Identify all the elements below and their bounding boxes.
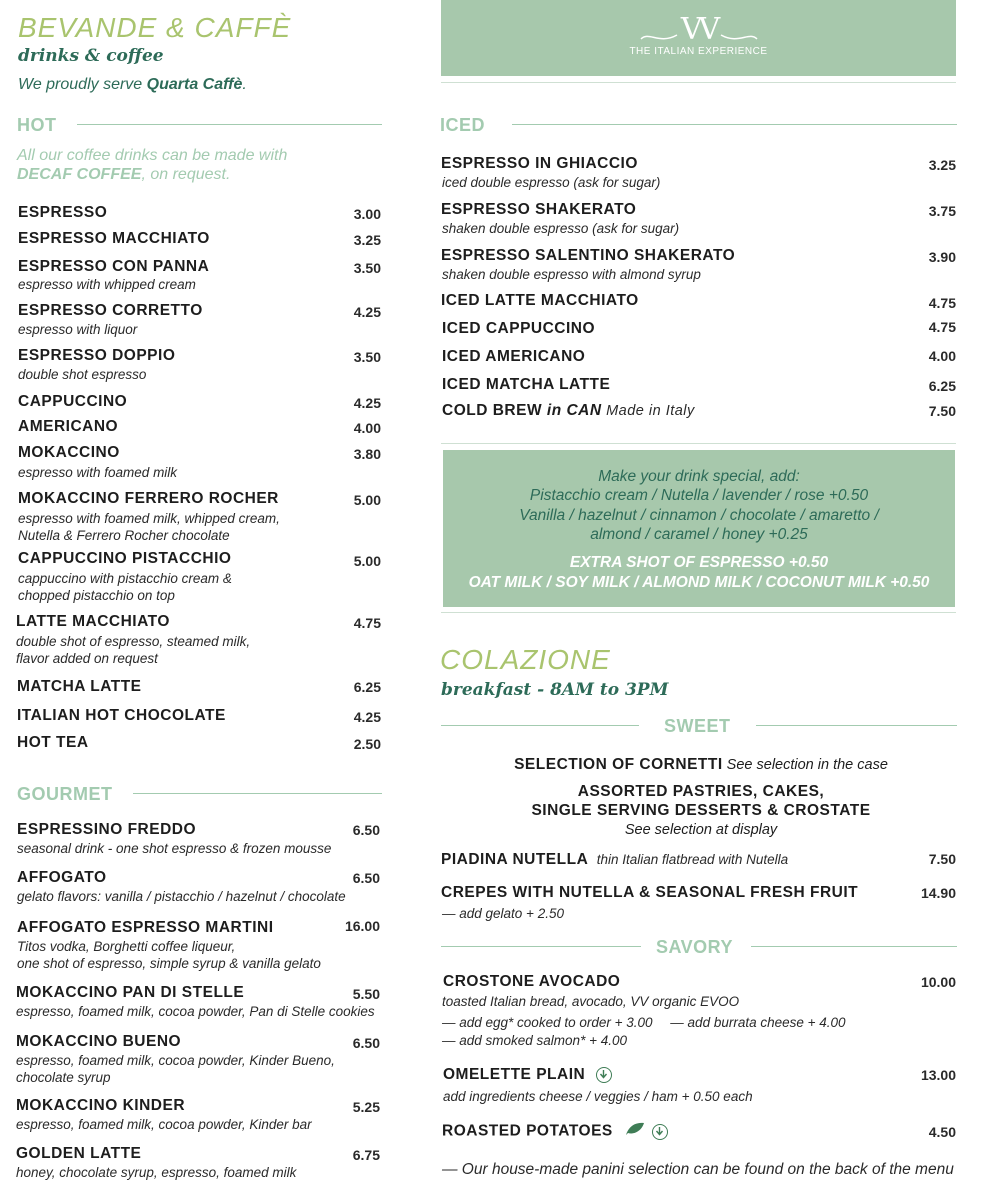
savory-heading: SAVORY xyxy=(656,937,734,957)
savory-rule-right xyxy=(751,946,957,947)
menu-item-name: ICED AMERICANO xyxy=(442,348,586,365)
decaf-note-line1: All our coffee drinks can be made with xyxy=(17,147,288,164)
pastries-line1: ASSORTED PASTRIES, CAKES, xyxy=(577,783,825,800)
logo-tagline: THE ITALIAN EXPERIENCE xyxy=(629,46,768,57)
sweet-rule-right xyxy=(756,725,957,726)
menu-item-name: ESPRESSO CON PANNA xyxy=(18,258,210,275)
pastries-line2: SINGLE SERVING DESSERTS & CROSTATE xyxy=(531,802,871,819)
addons-bottom-rule xyxy=(441,612,956,613)
addons-line: almond / caramel / honey +0.25 xyxy=(590,526,808,543)
menu-item-name: ESPRESSO CORRETTO xyxy=(18,302,203,319)
menu-item-price: 4.75 xyxy=(928,319,956,335)
piadina-name: PIADINA NUTELLA xyxy=(441,851,589,868)
menu-item-name: CAPPUCCINO PISTACCHIO xyxy=(18,550,232,567)
vegan-leaf-icon xyxy=(625,1122,645,1141)
menu-item-desc: espresso with whipped cream xyxy=(18,277,196,292)
crostone-addon: — add egg* cooked to order + 3.00 xyxy=(442,1015,653,1030)
menu-item-name: MATCHA LATTE xyxy=(17,678,142,695)
menu-item-desc-line: chopped pistacchio on top xyxy=(18,588,175,603)
crepes-price: 14.90 xyxy=(920,885,956,901)
menu-item-name: ESPRESSINO FREDDO xyxy=(17,821,197,838)
menu-item-price: 5.50 xyxy=(352,986,380,1002)
menu-item-name: ICED LATTE MACCHIATO xyxy=(441,292,639,309)
crostone-name: CROSTONE AVOCADO xyxy=(443,973,621,990)
menu-item-price: 4.75 xyxy=(928,295,956,311)
menu-item-desc-line: double shot of espresso, steamed milk, xyxy=(16,634,251,649)
menu-item-desc xyxy=(16,633,250,667)
decaf-note-end: , on request. xyxy=(141,166,231,183)
menu-item-desc: shaken double espresso (ask for sugar) xyxy=(442,221,680,236)
menu-item-name: AMERICANO xyxy=(18,418,119,435)
crostone-price: 10.00 xyxy=(920,974,956,990)
menu-item-price: 5.25 xyxy=(352,1099,380,1115)
menu-item-price: 6.25 xyxy=(928,378,956,394)
menu-item-desc-line: cappuccino with pistacchio cream & xyxy=(18,571,232,586)
menu-item-desc-line: espresso with foamed milk, whipped cream, xyxy=(18,511,280,526)
savory-rule-left xyxy=(441,946,641,947)
menu-item-price: 3.25 xyxy=(353,232,381,248)
menu-item-name: HOT TEA xyxy=(17,734,89,751)
omelette-line xyxy=(443,1066,612,1084)
piadina-line xyxy=(441,851,788,869)
footer-note: — Our house-made panini selection can be found on the back of the menu xyxy=(442,1161,954,1178)
gourmet-heading: GOURMET xyxy=(17,784,113,804)
menu-item-price: 5.00 xyxy=(353,492,381,508)
menu-item-desc: shaken double espresso with almond syrup xyxy=(442,267,701,282)
menu-item-desc xyxy=(17,938,321,972)
menu-item-price: 6.50 xyxy=(352,822,380,838)
menu-item-price: 3.50 xyxy=(353,349,381,365)
menu-item-name: ICED MATCHA LATTE xyxy=(442,376,611,393)
menu-item-price: 4.00 xyxy=(928,348,956,364)
addons-line: Pistacchio cream / Nutella / lavender / rose +0.50 xyxy=(529,487,869,504)
page-subtitle: drinks & coffee xyxy=(18,46,164,66)
menu-item-name: MOKACCINO BUENO xyxy=(16,1033,182,1050)
gourmet-heading-rule xyxy=(133,793,382,794)
crostone-desc: toasted Italian bread, avocado, VV organic EVOO xyxy=(442,994,740,1009)
menu-item-name: CAPPUCCINO xyxy=(18,393,128,410)
iced-heading: ICED xyxy=(440,115,486,135)
intro-prefix: We proudly serve xyxy=(18,76,147,93)
menu-item-price: 6.75 xyxy=(352,1147,380,1163)
addons-box xyxy=(443,450,955,607)
cornetti-line xyxy=(441,756,961,774)
potatoes-price: 4.50 xyxy=(928,1124,956,1140)
cornetti-name: SELECTION OF CORNETTI xyxy=(514,756,723,773)
cornetti-desc: See selection in the case xyxy=(722,757,888,773)
menu-item-price: 3.80 xyxy=(353,446,381,462)
menu-item-desc: espresso with liquor xyxy=(18,322,138,337)
menu-item-price: 4.25 xyxy=(353,395,381,411)
menu-item-desc-line: Titos vodka, Borghetti coffee liqueur, xyxy=(17,939,236,954)
menu-item-desc: iced double espresso (ask for sugar) xyxy=(442,175,661,190)
menu-item-name: ESPRESSO IN GHIACCIO xyxy=(441,155,638,172)
menu-item-price: 6.25 xyxy=(353,679,381,695)
menu-item-price: 4.00 xyxy=(353,420,381,436)
logo-underline xyxy=(441,82,956,83)
menu-item-price: 3.00 xyxy=(353,206,381,222)
menu-item-price: 3.90 xyxy=(928,249,956,265)
menu-item-price: 3.25 xyxy=(928,157,956,173)
menu-item-name: MOKACCINO xyxy=(18,444,120,461)
crostone-addon: — add smoked salmon* + 4.00 xyxy=(442,1033,627,1048)
decaf-note-bold: DECAF COFFEE xyxy=(17,166,142,183)
menu-item-name: AFFOGATO ESPRESSO MARTINI xyxy=(17,919,274,936)
menu-item-price: 4.75 xyxy=(353,615,381,631)
menu-item-name: MOKACCINO KINDER xyxy=(16,1097,186,1114)
piadina-desc: thin Italian flatbread with Nutella xyxy=(596,852,789,867)
logo-banner xyxy=(441,0,956,76)
menu-item-price: 4.25 xyxy=(353,709,381,725)
menu-item-desc-line: Nutella & Ferrero Rocher chocolate xyxy=(18,528,230,543)
menu-item-desc-line: chocolate syrup xyxy=(16,1070,111,1085)
menu-item-name: MOKACCINO PAN DI STELLE xyxy=(16,984,245,1001)
menu-item-price: 3.50 xyxy=(353,260,381,276)
menu-item-price: 6.50 xyxy=(352,1035,380,1051)
omelette-name: OMELETTE PLAIN xyxy=(443,1066,586,1083)
menu-item-name: ICED CAPPUCCINO xyxy=(442,320,596,337)
menu-item-desc xyxy=(18,570,232,604)
potatoes-name: ROASTED POTATOES xyxy=(442,1122,613,1140)
menu-item-name-main: COLD BREW xyxy=(442,402,543,419)
crepes-desc: — add gelato + 2.50 xyxy=(442,906,564,921)
menu-item-name-extra: in CAN xyxy=(542,402,602,419)
menu-item-name: ESPRESSO xyxy=(18,204,108,221)
iced-bottom-rule xyxy=(441,443,956,444)
menu-item-name: ESPRESSO DOPPIO xyxy=(18,347,176,364)
logo-monogram: VV xyxy=(680,12,717,47)
menu-item-desc: espresso with foamed milk xyxy=(18,465,178,480)
vegetarian-icon xyxy=(596,1067,612,1083)
menu-item-desc-line: espresso, foamed milk, cocoa powder, Kinder Bueno, xyxy=(16,1053,335,1068)
omelette-price: 13.00 xyxy=(920,1067,956,1083)
hot-heading: HOT xyxy=(17,115,57,135)
page-title: BEVANDE & CAFFÈ xyxy=(18,12,292,43)
menu-item-desc: double shot espresso xyxy=(18,367,147,382)
menu-item-desc: espresso, foamed milk, cocoa powder, Pan di Stelle cookies xyxy=(16,1004,375,1019)
addons-extra-shot: EXTRA SHOT OF ESPRESSO +0.50 xyxy=(569,554,829,571)
menu-item-name: ESPRESSO SHAKERATO xyxy=(441,201,637,218)
intro-brand: Quarta Caffè xyxy=(146,76,243,93)
omelette-desc: add ingredients cheese / veggies / ham + 0.50 each xyxy=(443,1089,753,1104)
menu-item-name: GOLDEN LATTE xyxy=(16,1145,142,1162)
piadina-price: 7.50 xyxy=(928,851,956,867)
menu-item-price: 3.75 xyxy=(928,203,956,219)
colazione-title: COLAZIONE xyxy=(440,644,611,675)
vegetarian-icon xyxy=(652,1124,668,1140)
menu-item-desc-inline: Made in Italy xyxy=(601,403,695,419)
menu-item-price: 7.50 xyxy=(928,403,956,419)
addons-milk: OAT MILK / SOY MILK / ALMOND MILK / COCONUT MILK +0.50 xyxy=(468,574,930,591)
menu-item-desc-line: one shot of espresso, simple syrup & vanilla gelato xyxy=(17,956,321,971)
menu-item-price: 2.50 xyxy=(353,736,381,752)
iced-heading-rule xyxy=(512,124,957,125)
menu-item-desc xyxy=(16,1052,335,1086)
menu-item-price: 6.50 xyxy=(352,870,380,886)
menu-item-name: ITALIAN HOT CHOCOLATE xyxy=(17,707,226,724)
sweet-heading: SWEET xyxy=(664,716,731,736)
menu-item-name xyxy=(442,402,695,420)
menu-item-desc-line: flavor added on request xyxy=(16,651,158,666)
intro-text xyxy=(18,76,247,94)
potatoes-line xyxy=(442,1122,668,1141)
pastries-desc: See selection at display xyxy=(624,822,778,838)
menu-item-price: 4.25 xyxy=(353,304,381,320)
crepes-name: CREPES WITH NUTELLA & SEASONAL FRESH FRUIT xyxy=(441,884,859,901)
menu-item-name: LATTE MACCHIATO xyxy=(16,613,170,630)
sweet-rule-left xyxy=(441,725,639,726)
intro-suffix: . xyxy=(242,76,247,93)
menu-item-name: AFFOGATO xyxy=(17,869,107,886)
menu-item-price: 16.00 xyxy=(344,918,380,934)
colazione-subtitle: breakfast - 8AM to 3PM xyxy=(441,680,669,700)
addons-line: Vanilla / hazelnut / cinnamon / chocolate / amaretto / xyxy=(519,507,879,524)
menu-item-desc xyxy=(18,510,280,544)
crostone-addon: — add burrata cheese + 4.00 xyxy=(670,1015,846,1030)
menu-item-desc: honey, chocolate syrup, espresso, foamed milk xyxy=(16,1165,297,1180)
addons-intro: Make your drink special, add: xyxy=(598,468,800,485)
menu-item-desc: gelato flavors: vanilla / pistacchio / hazelnut / chocolate xyxy=(17,889,346,904)
menu-item-name: MOKACCINO FERRERO ROCHER xyxy=(18,490,279,507)
menu-item-price: 5.00 xyxy=(353,553,381,569)
menu-item-desc: espresso, foamed milk, cocoa powder, Kinder bar xyxy=(16,1117,312,1132)
decaf-note xyxy=(17,146,337,184)
menu-item-name: ESPRESSO SALENTINO SHAKERATO xyxy=(441,247,736,264)
hot-heading-rule xyxy=(77,124,382,125)
menu-item-desc: seasonal drink - one shot espresso & frozen mousse xyxy=(17,841,332,856)
crostone-addons xyxy=(442,1014,846,1031)
menu-item-name: ESPRESSO MACCHIATO xyxy=(18,230,210,247)
